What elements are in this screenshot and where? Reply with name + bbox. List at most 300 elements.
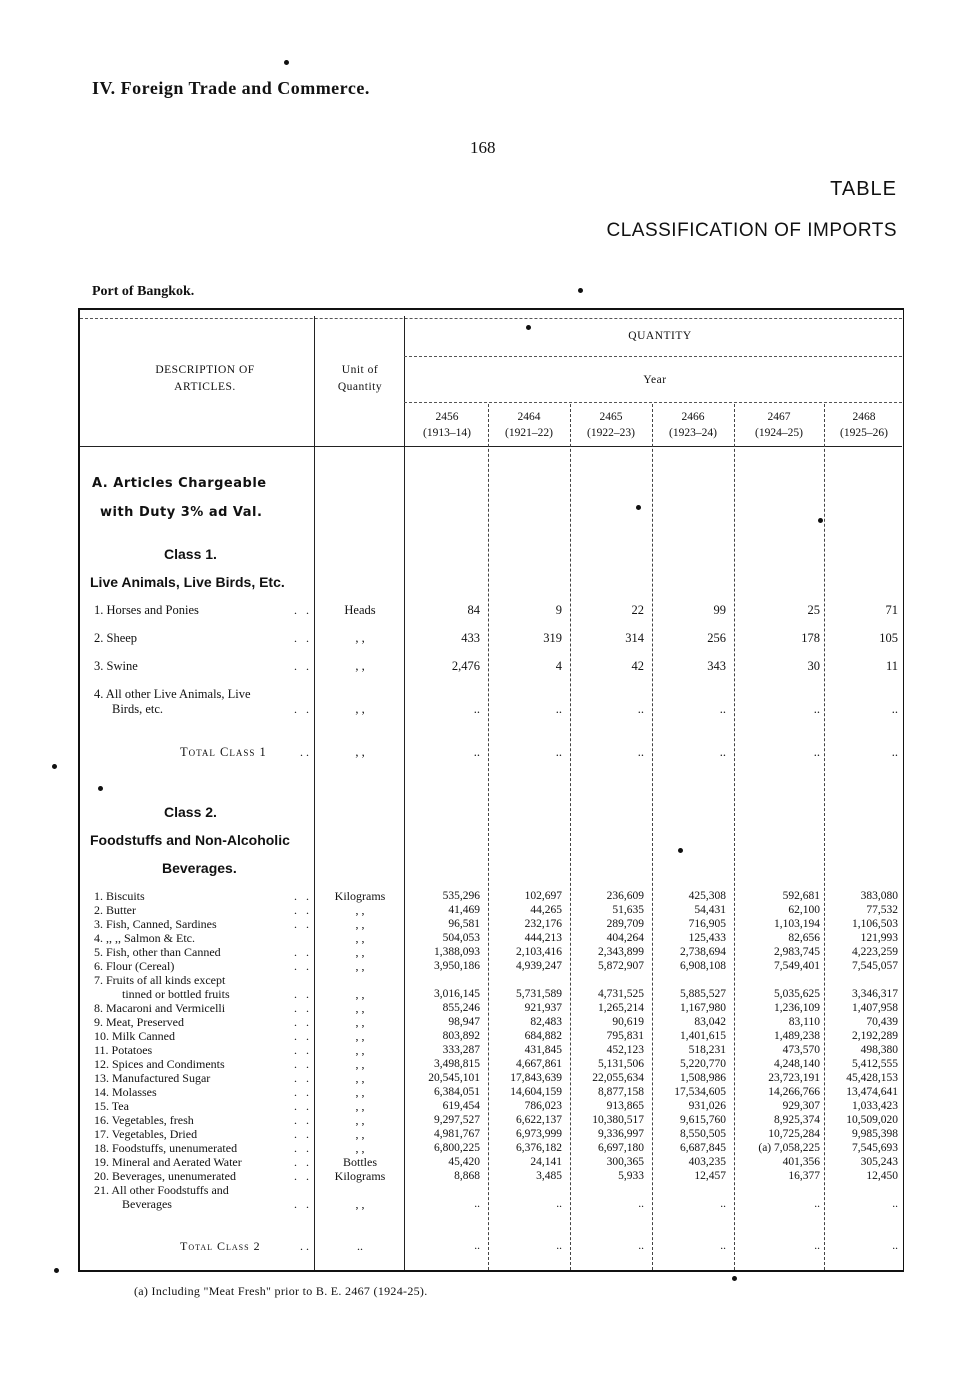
row-label: 6. Flour (Cereal) bbox=[94, 959, 175, 973]
cell: 333,287 bbox=[442, 1044, 480, 1056]
leader-dots: . . bbox=[294, 1169, 312, 1183]
cell: 1,103,194 bbox=[774, 918, 820, 930]
row-label-continuation: Birds, etc. bbox=[112, 702, 164, 716]
leader-dots: . . bbox=[294, 1113, 312, 1127]
cell: .. bbox=[473, 702, 480, 716]
table-row-continuation bbox=[0, 1198, 965, 1211]
cell: 178 bbox=[801, 631, 820, 645]
table-row bbox=[0, 1044, 965, 1057]
cell: 716,905 bbox=[688, 918, 726, 930]
cell: 2,192,289 bbox=[852, 1030, 898, 1042]
cell: 20,545,101 bbox=[428, 1072, 480, 1084]
year-ce: (1922–23) bbox=[587, 426, 635, 439]
row-label: 15. Tea bbox=[94, 1099, 129, 1113]
cell: 84 bbox=[467, 603, 480, 617]
cell: 4,248,140 bbox=[774, 1058, 820, 1070]
cell: 343 bbox=[707, 659, 726, 673]
cell: .. bbox=[891, 745, 898, 759]
cell: 3,346,317 bbox=[852, 988, 898, 1000]
row-unit: Kilograms bbox=[334, 1169, 386, 1183]
cell: 5,933 bbox=[618, 1170, 644, 1182]
cell: 404,264 bbox=[606, 932, 644, 944]
cell: 4,939,247 bbox=[516, 960, 562, 972]
quantity-underline bbox=[404, 356, 902, 357]
row-unit: , , bbox=[355, 903, 365, 917]
row-unit: , , bbox=[355, 1029, 365, 1043]
row-unit: , , bbox=[355, 745, 365, 759]
cell: 62,100 bbox=[788, 904, 820, 916]
cell: 2,738,694 bbox=[680, 946, 726, 958]
cell: 125,433 bbox=[688, 932, 726, 944]
row-unit: , , bbox=[355, 987, 365, 1001]
cell: 8,925,374 bbox=[774, 1114, 820, 1126]
row-unit: , , bbox=[355, 1015, 365, 1029]
table-row bbox=[0, 660, 965, 673]
cell: 83,042 bbox=[694, 1016, 726, 1028]
cell: 14,604,159 bbox=[510, 1086, 562, 1098]
cell: 1,265,214 bbox=[598, 1002, 644, 1014]
cell: .. bbox=[814, 1198, 820, 1210]
cell: 23,723,191 bbox=[768, 1072, 820, 1084]
cell: 12,457 bbox=[694, 1170, 726, 1182]
cell: 4 bbox=[555, 659, 562, 673]
class1-subtitle: Live Animals, Live Birds, Etc. bbox=[90, 574, 285, 590]
table-row bbox=[0, 1128, 965, 1141]
table-row bbox=[0, 1142, 965, 1155]
cell: 300,365 bbox=[606, 1156, 644, 1168]
table-row bbox=[0, 1156, 965, 1169]
table-row bbox=[0, 688, 965, 701]
cell: 592,681 bbox=[782, 890, 820, 902]
cell: 6,697,180 bbox=[598, 1142, 644, 1154]
cell: 8,550,505 bbox=[680, 1128, 726, 1140]
cell: 6,384,051 bbox=[434, 1086, 480, 1098]
year-col-5 bbox=[738, 410, 820, 441]
cell: 6,908,108 bbox=[680, 960, 726, 972]
cell: 2,343,899 bbox=[598, 946, 644, 958]
row-label: 1. Horses and Ponies bbox=[94, 603, 199, 617]
leader-dots: . . bbox=[294, 1127, 312, 1141]
cell: 6,622,137 bbox=[516, 1114, 562, 1126]
cell: 803,892 bbox=[442, 1030, 480, 1042]
cell: 684,882 bbox=[524, 1030, 562, 1042]
cell: 10,509,020 bbox=[846, 1114, 898, 1126]
cell: .. bbox=[814, 1240, 820, 1252]
cell: 619,454 bbox=[442, 1100, 480, 1112]
year-be: 2456 bbox=[435, 411, 459, 423]
leader-dots: . . bbox=[294, 631, 312, 645]
cell: 96,581 bbox=[448, 918, 480, 930]
row-label-continuation: Beverages bbox=[122, 1197, 172, 1211]
cell: 4,223,259 bbox=[852, 946, 898, 958]
unit-header-line2: Quantity bbox=[337, 381, 383, 394]
row-unit: , , bbox=[355, 1113, 365, 1127]
cell: 921,937 bbox=[524, 1002, 562, 1014]
class2-subtitle: Foodstuffs and Non-Alcoholic bbox=[90, 832, 290, 848]
year-be: 2467 bbox=[767, 411, 791, 423]
leader-dots: . . bbox=[294, 1197, 312, 1211]
total-row bbox=[0, 746, 965, 759]
cell: 256 bbox=[707, 631, 726, 645]
scan-speck bbox=[284, 60, 289, 65]
scan-speck bbox=[678, 848, 683, 853]
leader-dots: . . bbox=[294, 1043, 312, 1057]
row-unit: , , bbox=[355, 1141, 365, 1155]
leader-dots: . . bbox=[294, 702, 312, 716]
row-label: 4. ,, ,, Salmon & Etc. bbox=[94, 931, 195, 945]
leader-dots: .. bbox=[300, 745, 312, 759]
cell: 7,545,057 bbox=[852, 960, 898, 972]
cell: 1,401,615 bbox=[680, 1030, 726, 1042]
row-unit: , , bbox=[355, 1197, 365, 1211]
row-label: 3. Swine bbox=[94, 659, 138, 673]
row-unit: , , bbox=[355, 917, 365, 931]
leader-dots: . . bbox=[294, 1057, 312, 1071]
cell: 82,656 bbox=[788, 932, 820, 944]
cell: .. bbox=[638, 1240, 644, 1252]
cell: 8,868 bbox=[454, 1170, 480, 1182]
table-row bbox=[0, 946, 965, 959]
table-row bbox=[0, 890, 965, 903]
row-label: 5. Fish, other than Canned bbox=[94, 945, 221, 959]
table-row bbox=[0, 960, 965, 973]
row-label: 1. Biscuits bbox=[94, 889, 145, 903]
year-col-2 bbox=[488, 410, 570, 441]
leader-dots: . . bbox=[294, 1001, 312, 1015]
cell: 25 bbox=[807, 603, 820, 617]
cell: 518,231 bbox=[688, 1044, 726, 1056]
cell: 83,110 bbox=[788, 1016, 820, 1028]
cell: (a) 7,058,225 bbox=[758, 1142, 820, 1154]
cell: 795,831 bbox=[606, 1030, 644, 1042]
cell: 6,973,999 bbox=[516, 1128, 562, 1140]
leader-dots: . . bbox=[294, 1071, 312, 1085]
cell: 855,246 bbox=[442, 1002, 480, 1014]
cell: 535,296 bbox=[442, 890, 480, 902]
port-name: Port of Bangkok. bbox=[92, 284, 195, 299]
cell: .. bbox=[637, 745, 644, 759]
unit-header-line1: Unit of bbox=[341, 364, 379, 376]
row-unit: , , bbox=[355, 702, 365, 716]
cell: 1,236,109 bbox=[774, 1002, 820, 1014]
cell: .. bbox=[556, 1240, 562, 1252]
cell: 5,885,527 bbox=[680, 988, 726, 1000]
cell: .. bbox=[719, 745, 726, 759]
table-row bbox=[0, 1058, 965, 1071]
cell: 44,265 bbox=[530, 904, 562, 916]
cell: 98,947 bbox=[448, 1016, 480, 1028]
row-label: 12. Spices and Condiments bbox=[94, 1057, 225, 1071]
cell: 1,489,238 bbox=[774, 1030, 820, 1042]
cell: .. bbox=[555, 745, 562, 759]
year-ce: (1924–25) bbox=[755, 426, 803, 439]
cell: 9 bbox=[555, 603, 562, 617]
row-unit: , , bbox=[355, 1071, 365, 1085]
leader-dots: . . bbox=[294, 659, 312, 673]
cell: .. bbox=[556, 1198, 562, 1210]
cell: 24,141 bbox=[530, 1156, 562, 1168]
leader-dots: . . bbox=[294, 1085, 312, 1099]
table-row bbox=[0, 1002, 965, 1015]
table-row bbox=[0, 1114, 965, 1127]
row-label: 9. Meat, Preserved bbox=[94, 1015, 184, 1029]
cell: 17,843,639 bbox=[510, 1072, 562, 1084]
row-unit: , , bbox=[355, 945, 365, 959]
year-ce: (1925–26) bbox=[840, 426, 888, 439]
scan-speck bbox=[818, 518, 823, 523]
cell: .. bbox=[892, 1240, 898, 1252]
cell: 232,176 bbox=[524, 918, 562, 930]
cell: 4,731,525 bbox=[598, 988, 644, 1000]
row-unit: .. bbox=[357, 1239, 363, 1253]
cell: 10,725,284 bbox=[768, 1128, 820, 1140]
total-row bbox=[0, 1240, 965, 1253]
cell: 16,377 bbox=[788, 1170, 820, 1182]
row-label: 21. All other Foodstuffs and bbox=[94, 1183, 229, 1197]
header-top-dashed-rule bbox=[80, 318, 902, 319]
chapter-heading: IV. Foreign Trade and Commerce. bbox=[92, 78, 370, 98]
row-unit: Bottles bbox=[342, 1155, 377, 1169]
cell: .. bbox=[720, 1240, 726, 1252]
year-col-3 bbox=[570, 410, 652, 441]
year-col-1 bbox=[406, 410, 488, 441]
leader-dots: . . bbox=[294, 603, 312, 617]
page-number: 168 bbox=[470, 138, 496, 157]
leader-dots: . . bbox=[294, 1015, 312, 1029]
row-unit: Heads bbox=[344, 603, 376, 617]
row-unit: , , bbox=[355, 1099, 365, 1113]
cell: 14,266,766 bbox=[768, 1086, 820, 1098]
cell: 45,428,153 bbox=[846, 1072, 898, 1084]
cell: 121,993 bbox=[860, 932, 898, 944]
row-label: 3. Fish, Canned, Sardines bbox=[94, 917, 217, 931]
cell: .. bbox=[555, 702, 562, 716]
cell: .. bbox=[892, 1198, 898, 1210]
quantity-header: QUANTITY bbox=[628, 330, 692, 342]
leader-dots: . . bbox=[294, 1141, 312, 1155]
cell: 431,845 bbox=[524, 1044, 562, 1056]
table-row-continuation bbox=[0, 703, 965, 716]
cell: 22,055,634 bbox=[592, 1072, 644, 1084]
scan-speck bbox=[578, 288, 583, 293]
cell: 473,570 bbox=[782, 1044, 820, 1056]
cell: 1,167,980 bbox=[680, 1002, 726, 1014]
row-label: 20. Beverages, unenumerated bbox=[94, 1169, 236, 1183]
year-be: 2464 bbox=[517, 411, 541, 423]
table-row bbox=[0, 1030, 965, 1043]
cell: .. bbox=[719, 702, 726, 716]
cell: 8,877,158 bbox=[598, 1086, 644, 1098]
cell: 452,123 bbox=[606, 1044, 644, 1056]
row-label: 17. Vegetables, Dried bbox=[94, 1127, 198, 1141]
cell: 305,243 bbox=[860, 1156, 898, 1168]
row-label: 11. Potatoes bbox=[94, 1043, 153, 1057]
description-header-line2: ARTICLES. bbox=[174, 381, 236, 394]
cell: 314 bbox=[625, 631, 644, 645]
description-header bbox=[120, 362, 290, 397]
leader-dots: .. bbox=[300, 1239, 312, 1253]
table-row bbox=[0, 1170, 965, 1183]
cell: 9,297,527 bbox=[434, 1114, 480, 1126]
cell: 2,476 bbox=[451, 659, 480, 673]
cell: 425,308 bbox=[688, 890, 726, 902]
year-be: 2466 bbox=[681, 411, 705, 423]
cell: .. bbox=[720, 1198, 726, 1210]
cell: 498,380 bbox=[860, 1044, 898, 1056]
cell: 1,388,093 bbox=[434, 946, 480, 958]
leader-dots: . . bbox=[294, 1099, 312, 1113]
table-row bbox=[0, 1016, 965, 1029]
cell: .. bbox=[474, 1240, 480, 1252]
cell: 9,985,398 bbox=[852, 1128, 898, 1140]
total-label: Total Class 1 bbox=[180, 745, 267, 759]
row-label-continuation: tinned or bottled fruits bbox=[122, 987, 230, 1001]
table-row bbox=[0, 1100, 965, 1113]
cell: 913,865 bbox=[606, 1100, 644, 1112]
cell: .. bbox=[474, 1198, 480, 1210]
header-bottom-rule bbox=[80, 446, 902, 447]
cell: 931,026 bbox=[688, 1100, 726, 1112]
year-col-4 bbox=[652, 410, 734, 441]
year-col-6 bbox=[824, 410, 904, 441]
cell: .. bbox=[813, 702, 820, 716]
cell: 6,800,225 bbox=[434, 1142, 480, 1154]
year-be: 2465 bbox=[599, 411, 623, 423]
row-label: 19. Mineral and Aerated Water bbox=[94, 1155, 242, 1169]
cell: 3,950,186 bbox=[434, 960, 480, 972]
cell: 929,307 bbox=[782, 1100, 820, 1112]
row-unit: , , bbox=[355, 1043, 365, 1057]
cell: 30 bbox=[807, 659, 820, 673]
cell: 99 bbox=[713, 603, 726, 617]
row-unit: , , bbox=[355, 659, 365, 673]
section-a-line2: with Duty 3% ad Val. bbox=[100, 505, 263, 520]
cell: 82,483 bbox=[530, 1016, 562, 1028]
row-label: 7. Fruits of all kinds except bbox=[94, 973, 226, 987]
cell: 1,508,986 bbox=[680, 1072, 726, 1084]
cell: 5,035,625 bbox=[774, 988, 820, 1000]
cell: 54,431 bbox=[694, 904, 726, 916]
year-ce: (1921–22) bbox=[505, 426, 553, 439]
table-row bbox=[0, 1184, 965, 1197]
cell: 1,106,503 bbox=[852, 918, 898, 930]
row-label: 14. Molasses bbox=[94, 1085, 157, 1099]
scan-speck bbox=[54, 1268, 59, 1273]
row-unit: , , bbox=[355, 1127, 365, 1141]
leader-dots: . . bbox=[294, 917, 312, 931]
cell: 105 bbox=[879, 631, 898, 645]
cell: 5,131,506 bbox=[598, 1058, 644, 1070]
cell: 51,635 bbox=[612, 904, 644, 916]
class2-title: Class 2. bbox=[164, 804, 217, 820]
cell: 7,545,693 bbox=[852, 1142, 898, 1154]
cell: 6,376,182 bbox=[516, 1142, 562, 1154]
cell: 403,235 bbox=[688, 1156, 726, 1168]
cell: 5,872,907 bbox=[598, 960, 644, 972]
cell: .. bbox=[637, 702, 644, 716]
cell: 12,450 bbox=[866, 1170, 898, 1182]
leader-dots: . . bbox=[294, 889, 312, 903]
leader-dots: . . bbox=[294, 959, 312, 973]
table-label: TABLE bbox=[830, 178, 897, 200]
description-header-line1: DESCRIPTION OF bbox=[155, 364, 255, 376]
row-label: 8. Macaroni and Vermicelli bbox=[94, 1001, 226, 1015]
cell: 3,485 bbox=[536, 1170, 562, 1182]
cell: 444,213 bbox=[524, 932, 562, 944]
leader-dots: . . bbox=[294, 1155, 312, 1169]
row-unit: Kilograms bbox=[334, 889, 386, 903]
cell: 786,023 bbox=[524, 1100, 562, 1112]
row-unit: , , bbox=[355, 631, 365, 645]
class2-subtitle-line2: Beverages. bbox=[162, 860, 237, 876]
cell: 9,615,760 bbox=[680, 1114, 726, 1126]
cell: 13,474,641 bbox=[846, 1086, 898, 1098]
cell: 2,983,745 bbox=[774, 946, 820, 958]
footnote: (a) Including "Meat Fresh" prior to B. E. 2467 (1924-25). bbox=[134, 1284, 428, 1298]
cell: 7,549,401 bbox=[774, 960, 820, 972]
cell: 10,380,517 bbox=[592, 1114, 644, 1126]
leader-dots: . . bbox=[294, 903, 312, 917]
table-row bbox=[0, 918, 965, 931]
cell: 22 bbox=[631, 603, 644, 617]
cell: 3,498,815 bbox=[434, 1058, 480, 1070]
cell: 4,667,861 bbox=[516, 1058, 562, 1070]
year-header: Year bbox=[643, 374, 667, 386]
table-row bbox=[0, 932, 965, 945]
cell: 5,731,589 bbox=[516, 988, 562, 1000]
row-label: 18. Foodstuffs, unenumerated bbox=[94, 1141, 238, 1155]
cell: 9,336,997 bbox=[598, 1128, 644, 1140]
cell: 289,709 bbox=[606, 918, 644, 930]
row-unit: , , bbox=[355, 959, 365, 973]
cell: .. bbox=[813, 745, 820, 759]
cell: 1,407,958 bbox=[852, 1002, 898, 1014]
cell: 236,609 bbox=[606, 890, 644, 902]
row-label: 2. Sheep bbox=[94, 631, 138, 645]
scan-speck bbox=[52, 764, 57, 769]
year-ce: (1923–24) bbox=[669, 426, 717, 439]
row-unit: , , bbox=[355, 1085, 365, 1099]
class1-title: Class 1. bbox=[164, 546, 217, 562]
table-row bbox=[0, 1086, 965, 1099]
leader-dots: . . bbox=[294, 987, 312, 1001]
scan-speck bbox=[636, 505, 641, 510]
cell: 383,080 bbox=[860, 890, 898, 902]
year-be: 2468 bbox=[852, 411, 876, 423]
row-label: 13. Manufactured Sugar bbox=[94, 1071, 211, 1085]
cell: 3,016,145 bbox=[434, 988, 480, 1000]
row-label: 2. Butter bbox=[94, 903, 136, 917]
cell: 102,697 bbox=[524, 890, 562, 902]
table-row bbox=[0, 604, 965, 617]
cell: 42 bbox=[631, 659, 644, 673]
cell: 77,532 bbox=[866, 904, 898, 916]
row-label: 10. Milk Canned bbox=[94, 1029, 175, 1043]
cell: 41,469 bbox=[448, 904, 480, 916]
cell: 11 bbox=[885, 659, 898, 673]
cell: 90,619 bbox=[612, 1016, 644, 1028]
cell: 319 bbox=[543, 631, 562, 645]
row-unit: , , bbox=[355, 931, 365, 945]
cell: 45,420 bbox=[448, 1156, 480, 1168]
scan-speck bbox=[526, 325, 531, 330]
leader-dots: . . bbox=[294, 1029, 312, 1043]
cell: 17,534,605 bbox=[674, 1086, 726, 1098]
cell: 433 bbox=[461, 631, 480, 645]
scan-speck bbox=[732, 1276, 737, 1281]
cell: .. bbox=[891, 702, 898, 716]
cell: 5,220,770 bbox=[680, 1058, 726, 1070]
